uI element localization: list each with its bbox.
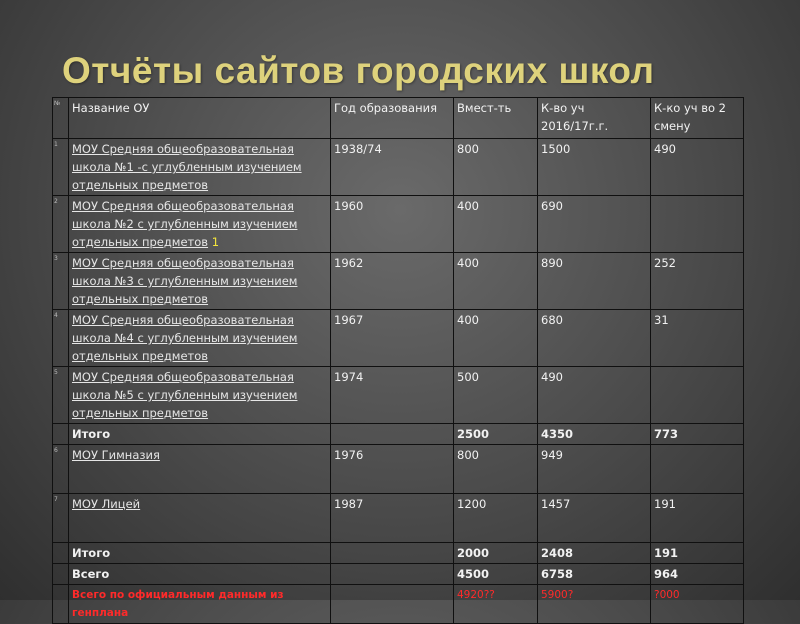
row-num: 1 (53, 139, 69, 196)
row-num: 5 (53, 367, 69, 424)
year-cell: 1987 (331, 494, 454, 543)
students-cell: 680 (538, 310, 651, 367)
page-title: Отчёты сайтов городских школ (62, 50, 655, 91)
school-name-cell (69, 494, 331, 543)
official-capacity: 4920?? (454, 585, 538, 624)
school-link[interactable]: МОУ Средняя общеобразовательная школа №5 с углубленным изучением отдельных предметов (72, 370, 298, 420)
students-cell: 490 (538, 367, 651, 424)
official-students: 5900? (538, 585, 651, 624)
capacity-cell: 800 (454, 445, 538, 494)
students-cell: 690 (538, 196, 651, 253)
gymnasium-link[interactable]: МОУ Гимназия (72, 448, 160, 462)
official-second-shift: ?000 (651, 585, 744, 624)
school-name-cell (69, 139, 331, 196)
capacity-cell: 500 (454, 367, 538, 424)
row-num: 7 (53, 494, 69, 543)
year-cell: 1960 (331, 196, 454, 253)
students-cell: 1457 (538, 494, 651, 543)
second-shift-cell: 490 (651, 139, 744, 196)
header-capacity: Вмест-ть (454, 98, 538, 139)
year-cell: 1976 (331, 445, 454, 494)
second-shift-cell (651, 445, 744, 494)
subtotal-row (53, 543, 744, 564)
header-second-shift: К-ко уч во 2 смену (651, 98, 744, 139)
table-row (53, 310, 744, 367)
header-num: № (53, 98, 69, 139)
schools-table (52, 97, 744, 624)
subtotal-students: 2408 (538, 543, 651, 564)
capacity-cell: 1200 (454, 494, 538, 543)
second-shift-cell (651, 196, 744, 253)
year-cell: 1962 (331, 253, 454, 310)
students-cell: 1500 (538, 139, 651, 196)
school-name-cell (69, 196, 331, 253)
school-name-cell (69, 367, 331, 424)
subtotal-second-shift: 773 (651, 424, 744, 445)
students-cell: 949 (538, 445, 651, 494)
header-students: К-во уч 2016/17г.г. (538, 98, 651, 139)
table-row (53, 139, 744, 196)
total-row (53, 564, 744, 585)
capacity-cell: 400 (454, 196, 538, 253)
subtotal-students: 4350 (538, 424, 651, 445)
subtotal-capacity: 2000 (454, 543, 538, 564)
row-num: 3 (53, 253, 69, 310)
school-link[interactable]: МОУ Средняя общеобразовательная школа №3 с углубленным изучением отдельных предметов (72, 256, 298, 306)
school-name-cell (69, 253, 331, 310)
subtotal-row (53, 424, 744, 445)
table-row (53, 445, 744, 494)
second-shift-cell: 191 (651, 494, 744, 543)
table-row (53, 253, 744, 310)
header-name: Название ОУ (69, 98, 331, 139)
header-year: Год образования (331, 98, 454, 139)
subtotal-capacity: 2500 (454, 424, 538, 445)
second-shift-cell (651, 367, 744, 424)
year-cell: 1967 (331, 310, 454, 367)
official-row (53, 585, 744, 624)
table-header-row (53, 98, 744, 139)
year-cell: 1974 (331, 367, 454, 424)
capacity-cell: 400 (454, 253, 538, 310)
school-link[interactable]: МОУ Средняя общеобразовательная школа №1 -с углубленным изучением отдельных предметов (72, 142, 302, 192)
school-name-cell (69, 310, 331, 367)
year-cell: 1938/74 (331, 139, 454, 196)
capacity-cell: 800 (454, 139, 538, 196)
school-link[interactable]: МОУ Средняя общеобразовательная школа №4 с углубленным изучением отдельных предметов (72, 313, 298, 363)
row-num: 6 (53, 445, 69, 494)
lyceum-link[interactable]: МОУ Лицей (72, 497, 141, 511)
second-shift-cell: 31 (651, 310, 744, 367)
official-label: Всего по официальным данным из генплана (69, 585, 331, 624)
subtotal-label: Итого (69, 424, 331, 445)
total-capacity: 4500 (454, 564, 538, 585)
school-note: 1 (208, 235, 220, 249)
second-shift-cell: 252 (651, 253, 744, 310)
school-name-cell (69, 445, 331, 494)
school-link[interactable]: МОУ Средняя общеобразовательная школа №2 с углубленным изучением отдельных предметов (72, 199, 298, 249)
total-second-shift: 964 (651, 564, 744, 585)
students-cell: 890 (538, 253, 651, 310)
subtotal-second-shift: 191 (651, 543, 744, 564)
row-num: 4 (53, 310, 69, 367)
capacity-cell: 400 (454, 310, 538, 367)
table-row (53, 494, 744, 543)
row-num: 2 (53, 196, 69, 253)
total-label: Всего (69, 564, 331, 585)
total-students: 6758 (538, 564, 651, 585)
subtotal-label: Итого (69, 543, 331, 564)
table-row (53, 196, 744, 253)
table-row (53, 367, 744, 424)
